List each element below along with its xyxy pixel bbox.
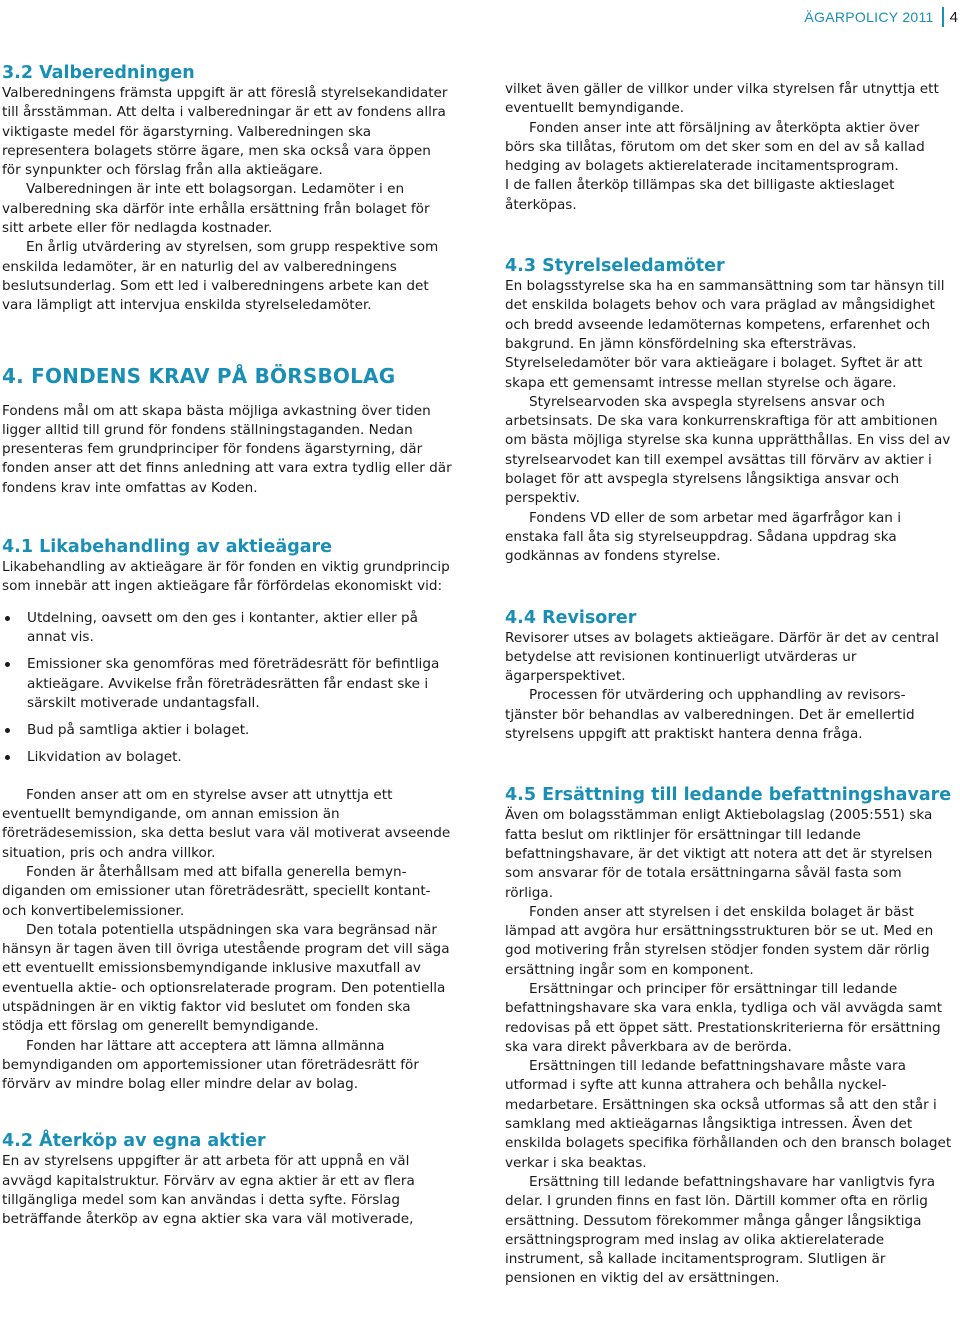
section-4-3-heading: 4.3 Styrelseledamöter <box>505 256 725 277</box>
paragraph: Processen för utvärdering och upphandling av revisorstjänster bör behandlas av valberedningen. Det är emellertid styrelsens uppgift att praktiskt hantera denna fråga. <box>505 687 915 743</box>
section-4-heading: 4. FONDENS KRAV PÅ BÖRSBOLAG <box>2 363 396 388</box>
paragraph: Fondens VD eller de som arbetar med ägarfrågor kan i enstaka fall åta sig styrelseuppdrag. Sådana uppdrag ska godkännas av fondens styrelse. <box>505 509 901 565</box>
paragraph: En bolagsstyrelse ska ha en sammansättning som tar hänsyn till det enskilda bolagets behov och vara präglad av mångsidighet och bredd avseende ledamöternas kompetens, erfarenhet och bakgrund. En jämn könsfördelning ska eftersträvas. Styrelseledamöter bör vara aktieägare i bolaget. Syftet är att skapa ett gemensamt intresse mellan styrelse och ägare. <box>505 278 945 391</box>
paragraph: Fonden anser inte att försäljning av återköpta aktier över börs ska tillåtas, förutom om det sker som en del av så kallad hedging av bolagets aktierelaterade incitamentsprogram. <box>505 119 925 175</box>
section-4-4-heading: 4.4 Revisorer <box>505 607 637 628</box>
paragraph: Fonden är återhållsam med att bifalla generella bemyndiganden om emissioner utan företrädesrätt, speciellt kontant- och konvertibelemissioner. <box>2 863 431 919</box>
section-3-2-heading: 3.2 Valberedningen <box>2 63 195 83</box>
paragraph: En av styrelsens uppgifter är att arbeta för att uppnå en väl avvägd kapitalstruktur. Förvärv av egna aktier är ett av flera tillgängliga medel som kan användas i detta syfte. Förslag beträffande återköp av egna aktier ska vara väl motiverade, <box>2 1153 415 1228</box>
paragraph: Fonden anser att styrelsen i det enskilda bolaget är bäst lämpad att avgöra hur ersättningsstrukturen bör se ut. Med en god motivering från styrelsen stödjer fonden system där rörlig ersättning ingår som en komponent. <box>505 903 934 978</box>
bullet-icon <box>5 662 10 667</box>
list-item: Bud på samtliga aktier i bolaget. <box>2 721 452 740</box>
paragraph: Ersättningen till ledande befattningshavare måste vara utformad i syfte att kunna attrahera och behålla nyckelmedarbetare. Ersättningen ska också utformas så att den står i samklang med aktieägarnas långsiktiga intressen. Även det enskilda bolagets specifika förhållanden och den bransch bolaget verkar i ska beaktas. <box>505 1058 952 1171</box>
list-item: Emissioner ska genomföras med företrädesrätt för befintliga aktieägare. Avvikelse från företrädesrätten får endast ske i särskilt motiverade undantagsfall. <box>2 655 452 713</box>
bullet-list <box>2 609 452 768</box>
paragraph: Fonden har lättare att acceptera att lämna allmänna bemyndiganden om apportemissioner utan företrädesrätt för förvärv av mindre bolag eller mindre delar av bolag. <box>2 1037 419 1093</box>
paragraph: Den totala potentiella utspädningen ska vara begränsad när hänsyn är tagen även till övriga utestående program det vill säga ett eventuellt emissionsbemyndigande inklusive maxutfall av eventuella aktie- och optionsrelaterade program. Den potentiella utspädningen är en viktig faktor vid beslutet om fonden ska stödja ett förslag om generellt bemyndigande. <box>2 921 450 1035</box>
paragraph: Fonden anser att om en styrelse avser att utnyttja ett eventuellt bemyndigande, om annan emission än företrädesemission, ska detta beslut vara väl motiverat avseende situation, pris och andra villkor. <box>2 786 451 861</box>
paragraph: Ersättningar och principer för ersättningar till ledande befattningshavare ska vara enkla, tydliga och väl avvägda samt redovisas på ett öppet sätt. Prestationskriterierna för ersättning ska vara direkt påverkbara av de berörda. <box>505 980 943 1055</box>
bullet-icon <box>5 616 10 621</box>
paragraph: Valberedningens främsta uppgift är att föreslå styrelsekandidater till årsstämman. Att delta i valberedningar är ett av fondens allra viktigaste medel för ägarstyrning. Valberedningen ska representera bolagets större ägare, men ska också vara öppen för synpunkter och förslag från alla aktieägare. <box>2 85 448 179</box>
paragraph: I de fallen återköp tillämpas ska det billigaste aktieslaget återköpas. <box>505 177 895 213</box>
page-header <box>804 6 960 28</box>
page-number: 4 <box>949 8 958 26</box>
paragraph: Styrelsearvoden ska avspegla styrelsens ansvar och arbetsinsats. De ska vara konkurrenskraftiga för att ambitionen om bästa möjliga styrelse ska kunna upprätthållas. En viss del av styrelsearvodet kan till exempel avsättas till förvärv av aktier i bolaget för att avspegla styrelsens långsiktiga ansvar och perspektiv. <box>505 393 951 507</box>
paragraph: En årlig utvärdering av styrelsen, som grupp respektive som enskilda ledamöter, är en naturlig del av valberedningens beslutsunderlag. Som ett led i valberedningens arbete kan det vara lämpligt att intervjua enskilda styrelseledamöter. <box>2 239 439 314</box>
paragraph: vilket även gäller de villkor under vilka styrelsen får utnyttja ett eventuellt bemyndigande. <box>505 81 939 117</box>
header-divider <box>942 7 944 27</box>
paragraph: Likabehandling av aktieägare är för fonden en viktig grundprincip som innebär att ingen aktieägare får förfördelas ekonomiskt vid: <box>2 559 450 595</box>
paragraph: Även om bolagsstämman enligt Aktiebolagslag (2005:551) ska fatta beslut om riktlinjer för ersättningar till ledande befattningshavare, är det viktigt att notera att det är styrelsen som ansvarar för de totala ersättningarna såväl fasta som rörliga. <box>505 807 933 901</box>
bullet-icon <box>5 755 10 760</box>
bullet-icon <box>5 728 10 733</box>
section-4-1-heading: 4.1 Likabehandling av aktieägare <box>2 537 333 558</box>
right-column <box>505 80 953 1289</box>
paragraph: Revisorer utses av bolagets aktieägare. Därför är det av central betydelse att revisionen kontinuerligt utvärderas ur ägarperspektivet. <box>505 629 939 685</box>
paragraph: Fondens mål om att skapa bästa möjliga avkastning över tiden ligger alltid till grund för fondens ställningstaganden. Nedan presenteras fem grundprinciper för fondens ägarstyrning, där fonden anser att det finns anledning att vara extra tydlig eller där fondens krav inte omfattas av Koden. <box>2 402 452 496</box>
section-4-5-heading: 4.5 Ersättning till ledande befattningshavare <box>505 785 952 806</box>
left-column <box>2 62 452 1230</box>
document-title: ÄGARPOLICY 2011 <box>804 9 934 25</box>
section-4-2-heading: 4.2 Återköp av egna aktier <box>2 1131 266 1152</box>
list-item: Utdelning, oavsett om den ges i kontanter, aktier eller på annat vis. <box>2 609 452 648</box>
paragraph: Valberedningen är inte ett bolagsorgan. Ledamöter i en valberedning ska därför inte erhålla ersättning från bolaget för sitt arbete eller för nedlagda kostnader. <box>2 181 430 237</box>
paragraph: Ersättning till ledande befattningshavare har vanligtvis fyra delar. I grunden finns en fast lön. Därtill kommer ofta en rörlig ersättning. Dessutom förekommer många gånger långsiktiga ersättningsprogram med inslag av olika aktierelaterade instrument, så kallade incitamentsprogram. Slutligen är pensionen en viktig del av ersättningen. <box>505 1173 936 1287</box>
list-item: Likvidation av bolaget. <box>2 748 452 767</box>
